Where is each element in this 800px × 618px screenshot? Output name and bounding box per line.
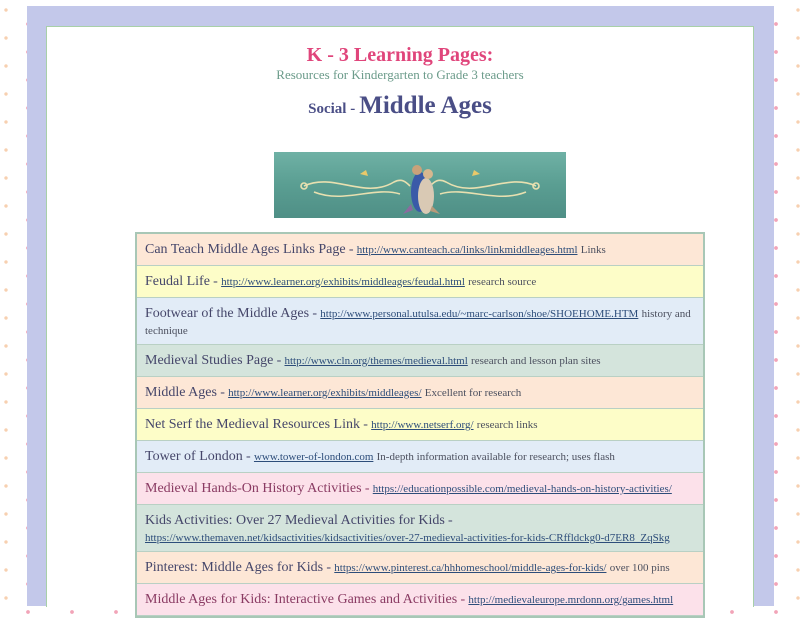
- link-row: Feudal Life - http://www.learner.org/exhibits/middleages/feudal.html research source: [137, 266, 703, 298]
- medieval-dancers-icon: [274, 152, 566, 218]
- page-frame: [27, 6, 774, 606]
- link-url[interactable]: http://www.learner.org/exhibits/middleages/: [228, 387, 422, 399]
- link-title: Can Teach Middle Ages Links Page: [145, 242, 346, 257]
- site-title: K - 3 Learning Pages:: [306, 44, 494, 66]
- page-heading: [47, 92, 753, 120]
- link-description: research and lesson plan sites: [471, 355, 601, 367]
- link-row: Net Serf the Medieval Resources Link - http://www.netserf.org/ research links: [137, 409, 703, 441]
- topic-title: Middle Ages: [359, 92, 492, 119]
- link-url[interactable]: http://www.learner.org/exhibits/middleages/feudal.html: [221, 276, 465, 288]
- link-url[interactable]: http://medievaleurope.mrdonn.org/games.html: [468, 594, 674, 606]
- link-description: Excellent for research: [424, 387, 522, 399]
- link-description: In-depth information available for research; uses flash: [376, 451, 615, 463]
- link-title: Middle Ages for Kids: Interactive Games and Activities: [145, 592, 458, 607]
- link-title: Net Serf the Medieval Resources Link: [145, 417, 360, 432]
- link-url[interactable]: http://www.cln.org/themes/medieval.html: [284, 355, 468, 367]
- link-row: Middle Ages - http://www.learner.org/exhibits/middleages/ Excellent for research: [137, 377, 703, 409]
- link-title: Middle Ages: [145, 385, 217, 400]
- link-url[interactable]: www.tower-of-london.com: [253, 451, 374, 463]
- link-url[interactable]: https://www.themaven.net/kidsactivities/kidsactivities/over-27-medieval-activities-for-kids-CRffldckg0-d7ER8_ZqSkg: [145, 532, 670, 544]
- link-title: Medieval Studies Page: [145, 353, 274, 368]
- link-url[interactable]: https://www.pinterest.ca/hhhomeschool/middle-ages-for-kids/: [334, 562, 607, 574]
- banner-image: [274, 152, 566, 218]
- link-title: Pinterest: Middle Ages for Kids: [145, 560, 324, 575]
- links-table: [135, 232, 705, 618]
- link-row: Medieval Hands-On History Activities - https://educationpossible.com/medieval-hands-on-history-activities/: [137, 473, 703, 505]
- link-description: history and technique: [145, 308, 691, 337]
- link-description: research links: [476, 419, 538, 431]
- link-row: Tower of London - www.tower-of-london.com In-depth information available for research; uses flash: [137, 441, 703, 473]
- content-panel: [46, 26, 754, 607]
- link-title: Feudal Life: [145, 274, 210, 289]
- link-url[interactable]: http://www.personal.utulsa.edu/~marc-carlson/shoe/SHOEHOME.HTM: [320, 308, 639, 320]
- link-description: over 100 pins: [609, 562, 670, 574]
- link-url[interactable]: http://www.netserf.org/: [371, 419, 474, 431]
- link-row: Middle Ages for Kids: Interactive Games and Activities - http://medievaleurope.mrdonn.org/games.html: [137, 584, 703, 616]
- site-subtitle: Resources for Kindergarten to Grade 3 teachers: [276, 67, 524, 82]
- link-row: Can Teach Middle Ages Links Page - http://www.canteach.ca/links/linkmiddleages.html Links: [137, 234, 703, 266]
- link-title: Tower of London: [145, 449, 243, 464]
- link-url[interactable]: http://www.canteach.ca/links/linkmiddleages.html: [356, 244, 578, 256]
- link-description: research source: [468, 276, 537, 288]
- link-row: Medieval Studies Page - http://www.cln.org/themes/medieval.html research and lesson plan sites: [137, 345, 703, 377]
- link-description: Links: [580, 244, 606, 256]
- link-title: Medieval Hands-On History Activities: [145, 481, 362, 496]
- link-url[interactable]: https://educationpossible.com/medieval-hands-on-history-activities/: [372, 483, 672, 495]
- link-row: Pinterest: Middle Ages for Kids - https://www.pinterest.ca/hhhomeschool/middle-ages-for-kids/ over 100 pins: [137, 552, 703, 584]
- link-title: Kids Activities: Over 27 Medieval Activities for Kids: [145, 513, 445, 528]
- link-row: Kids Activities: Over 27 Medieval Activities for Kids - https://www.themaven.net/kidsactivities/kidsactivities/over-27-medieval-activities-for-kids-CRffldckg0-d7ER8_ZqSkg: [137, 505, 703, 552]
- link-title: Footwear of the Middle Ages: [145, 306, 310, 321]
- section-label: Social -: [308, 101, 356, 117]
- link-row: Footwear of the Middle Ages - http://www.personal.utulsa.edu/~marc-carlson/shoe/SHOEHOME.HTM history and technique: [137, 298, 703, 345]
